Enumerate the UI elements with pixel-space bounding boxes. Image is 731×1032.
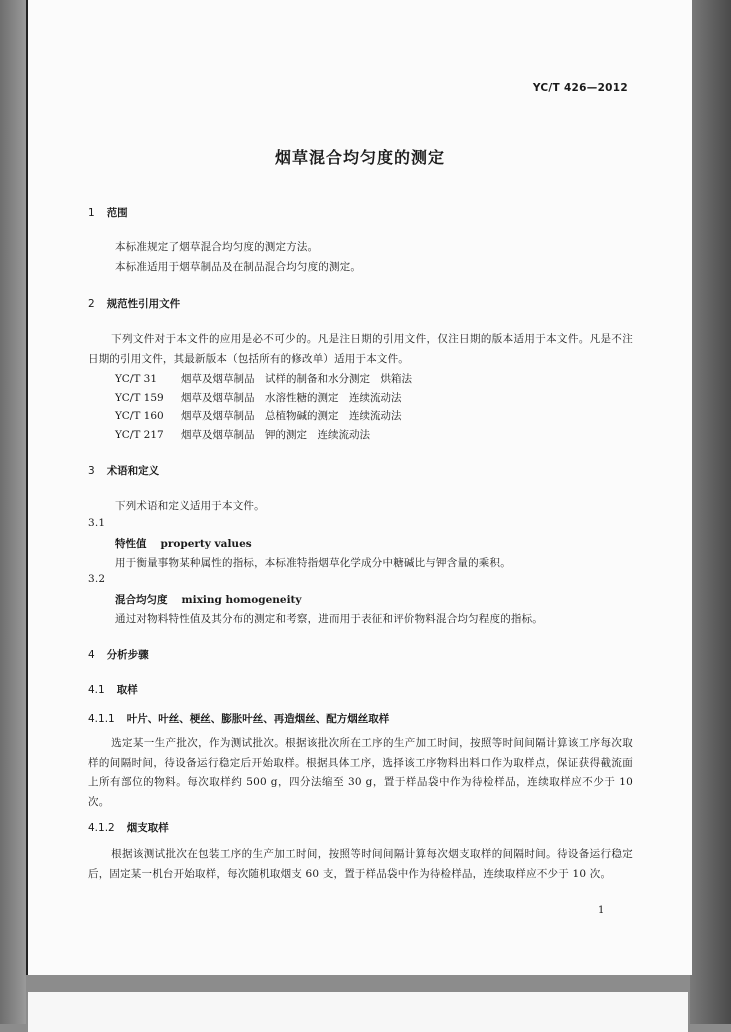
section-title: 范围: [106, 207, 128, 219]
section-4-1-heading: [88, 682, 138, 697]
scope-line-2: 本标准适用于烟草制品及在制品混合均匀度的测定。: [115, 261, 362, 273]
section-1-heading: [88, 205, 128, 220]
reference-item: [115, 427, 370, 442]
reference-code: YC/T 31: [115, 373, 158, 385]
term-heading: [115, 536, 252, 551]
reference-title: 烟草及烟草制品 试样的制备和水分测定 烘箱法: [181, 373, 412, 385]
section-number: 3: [88, 465, 95, 477]
scanner-background-left: [0, 0, 26, 1024]
reference-code: YC/T 160: [115, 410, 164, 422]
term-definition: 通过对物料特性值及其分布的测定和考察，进而用于表征和评价物料混合均匀程度的指标。: [115, 613, 543, 625]
reference-item: [115, 371, 412, 386]
section-title: 取样: [116, 684, 138, 696]
section-2-heading: [88, 296, 180, 311]
section-title: 烟支取样: [126, 822, 169, 834]
standard-code: YC/T 426—2012: [532, 82, 628, 94]
term-chinese: 特性值: [115, 538, 147, 550]
document-page: [26, 0, 692, 975]
term-english: mixing homogeneity: [181, 594, 302, 606]
page-number: 1: [598, 905, 605, 916]
reference-code: YC/T 159: [115, 392, 164, 404]
sampling-paragraph-leaf: 选定某一生产批次，作为测试批次。根据该批次所在工序的生产加工时间，按照等时间间隔计算该工序每次取样的间隔时间，待设备运行稳定后开始取样。根据具体工序，选择该工序物料出料口作为取样点，保证获得截流面上所有部位的物料。每次取样约 500 g，四分法缩至 30 g，置于样品袋中作为待检样品，连续取样应不少于 10 次。: [88, 737, 633, 808]
document-title: 烟草混合均匀度的测定: [274, 148, 445, 167]
references-intro: 下列文件对于本文件的应用是必不可少的。凡是注日期的引用文件，仅注日期的版本适用于本文件。凡是不注日期的引用文件，其最新版本（包括所有的修改单）适用于本文件。: [88, 333, 633, 365]
reference-item: [115, 408, 402, 423]
reference-title: 烟草及烟草制品 总植物碱的测定 连续流动法: [181, 410, 402, 422]
reference-item: [115, 390, 402, 405]
section-number: 4.1.1: [88, 713, 115, 725]
section-4-heading: [88, 647, 149, 662]
section-number: 4.1: [88, 684, 105, 696]
term-definition: 用于衡量事物某种属性的指标，本标准特指烟草化学成分中糖碱比与钾含量的乘积。: [115, 557, 511, 569]
term-english: property values: [160, 538, 252, 550]
section-3-heading: [88, 463, 159, 478]
section-number: 2: [88, 298, 95, 310]
terms-intro: 下列术语和定义适用于本文件。: [115, 500, 265, 512]
section-number: 4.1.2: [88, 822, 115, 834]
scanner-background-right: [690, 0, 731, 1024]
reference-title: 烟草及烟草制品 水溶性糖的测定 连续流动法: [181, 392, 402, 404]
section-title: 叶片、叶丝、梗丝、膨胀叶丝、再造烟丝、配方烟丝取样: [126, 713, 390, 725]
term-number: 3.2: [88, 573, 106, 585]
section-4-1-1-heading: [88, 711, 389, 726]
section-title: 术语和定义: [106, 465, 160, 477]
reference-title: 烟草及烟草制品 钾的测定 连续流动法: [181, 429, 370, 441]
reference-code: YC/T 217: [115, 429, 164, 441]
scope-line-1: 本标准规定了烟草混合均匀度的测定方法。: [115, 241, 319, 253]
sampling-paragraph-cigarette: 根据该测试批次在包装工序的生产加工时间，按照等时间间隔计算每次烟支取样的间隔时间。待设备运行稳定后，固定某一机台开始取样，每次随机取烟支 60 支，置于样品袋中作为待检样品，连续取样应不少于 10 次。: [88, 848, 633, 880]
section-4-1-2-heading: [88, 820, 169, 835]
term-heading: [115, 592, 302, 607]
section-title: 规范性引用文件: [106, 298, 181, 310]
term-chinese: 混合均匀度: [115, 594, 168, 606]
next-page-edge: [28, 992, 688, 1032]
section-number: 1: [88, 207, 95, 219]
section-number: 4: [88, 649, 95, 661]
term-number: 3.1: [88, 517, 106, 529]
section-title: 分析步骤: [106, 649, 149, 661]
